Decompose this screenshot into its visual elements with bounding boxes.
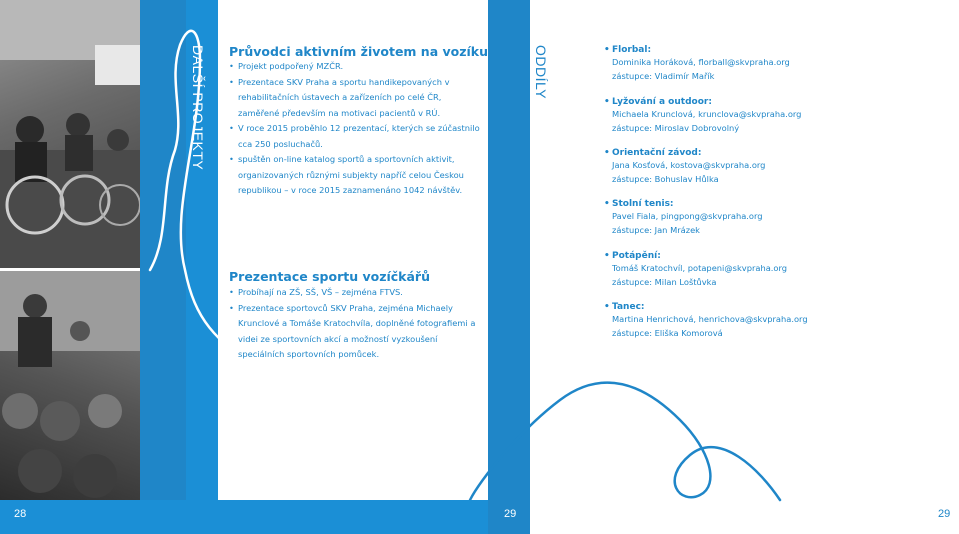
sport-deputy: zástupce: Jan Mrázek (612, 225, 700, 235)
section-pruvodci-list (229, 59, 481, 199)
section-title-prezentace: Prezentace sportu vozíčkářů (229, 269, 430, 284)
sport-florbal (604, 45, 790, 83)
section-title-pruvodci: Průvodci aktivním životem na vozíku (229, 44, 488, 59)
sport-tanec (604, 302, 808, 340)
list-item: • Projekt podpořený MZČR. (229, 59, 481, 75)
sport-orientacni-zavod (604, 148, 765, 186)
page-number-left: 28 (14, 508, 27, 520)
sport-name: • Lyžování a outdoor: (604, 97, 801, 107)
sport-lyzovani (604, 97, 801, 135)
sport-potapeni (604, 251, 787, 289)
page-number-right: 29 (938, 508, 951, 520)
middle-blue-strip (488, 0, 530, 500)
sport-deputy: zástupce: Milan Loštůvka (612, 277, 717, 287)
photo-lecture-audience (0, 271, 140, 500)
list-item: • Prezentace sportovců SKV Praha, zejména Michaely Krunclové a Tomáše Kratochvíla, doplněné fotografiemi a videi ze sportovních akcí a možností vyzkoušení speciálních sportovních pomůcek. (229, 301, 481, 363)
list-item: • V roce 2015 proběhlo 12 prezentací, kterých se zúčastnilo cca 250 posluchačů. (229, 121, 481, 152)
sport-name: • Stolní tenis: (604, 199, 763, 209)
page-number-middle: 29 (504, 508, 517, 520)
list-item: • Probíhají na ZŠ, SŠ, VŠ – zejména FTVS. (229, 285, 481, 301)
sport-name: • Orientační závod: (604, 148, 765, 158)
photo-bottom-illustration (0, 271, 140, 500)
sport-deputy: zástupce: Bohuslav Hůlka (612, 174, 719, 184)
sport-stolni-tenis (604, 199, 763, 237)
sport-contact: Pavel Fiala, pingpong@skvpraha.org (612, 211, 763, 221)
sport-name: • Potápění: (604, 251, 787, 261)
sport-deputy: zástupce: Eliška Komorová (612, 328, 723, 338)
sport-contact: Jana Kosťová, kostova@skvpraha.org (612, 160, 766, 170)
sport-deputy: zástupce: Miroslav Dobrovolný (612, 123, 740, 133)
footer-left-band (0, 500, 488, 534)
sport-contact: Dominika Horáková, florball@skvpraha.org (612, 57, 790, 67)
list-item: • spuštěn on-line katalog sportů a sportovních aktivit, organizovaných různými subjekty napříč celou Českou republikou – v roce 2015 zaznamenáno 1042 návštěv. (229, 152, 481, 199)
sport-contact: Martina Henrichová, henrichova@skvpraha.org (612, 314, 808, 324)
photo-presentation-wheelchairs (0, 0, 140, 268)
sport-name: • Florbal: (604, 45, 790, 55)
left-blue-strip (140, 0, 186, 500)
vertical-title-oddily: ODDÍLY (533, 45, 549, 100)
sport-name: • Tanec: (604, 302, 808, 312)
photo-top-illustration (0, 0, 140, 268)
sport-contact: Tomáš Kratochvíl, potapeni@skvpraha.org (612, 263, 788, 273)
list-item: • Prezentace SKV Praha a sportu handikepovaných v rehabilitačních ústavech a zařízeních po celé ČR, zaměřené především na motivaci pacientů v RÚ. (229, 75, 481, 122)
sport-contact: Michaela Krunclová, krunclova@skvpraha.org (612, 109, 802, 119)
section-prezentace-list (229, 285, 481, 363)
vertical-title-dalsi-projekty: DALŠÍ PROJEKTY (190, 45, 206, 171)
sport-deputy: zástupce: Vladimír Mařík (612, 71, 715, 81)
